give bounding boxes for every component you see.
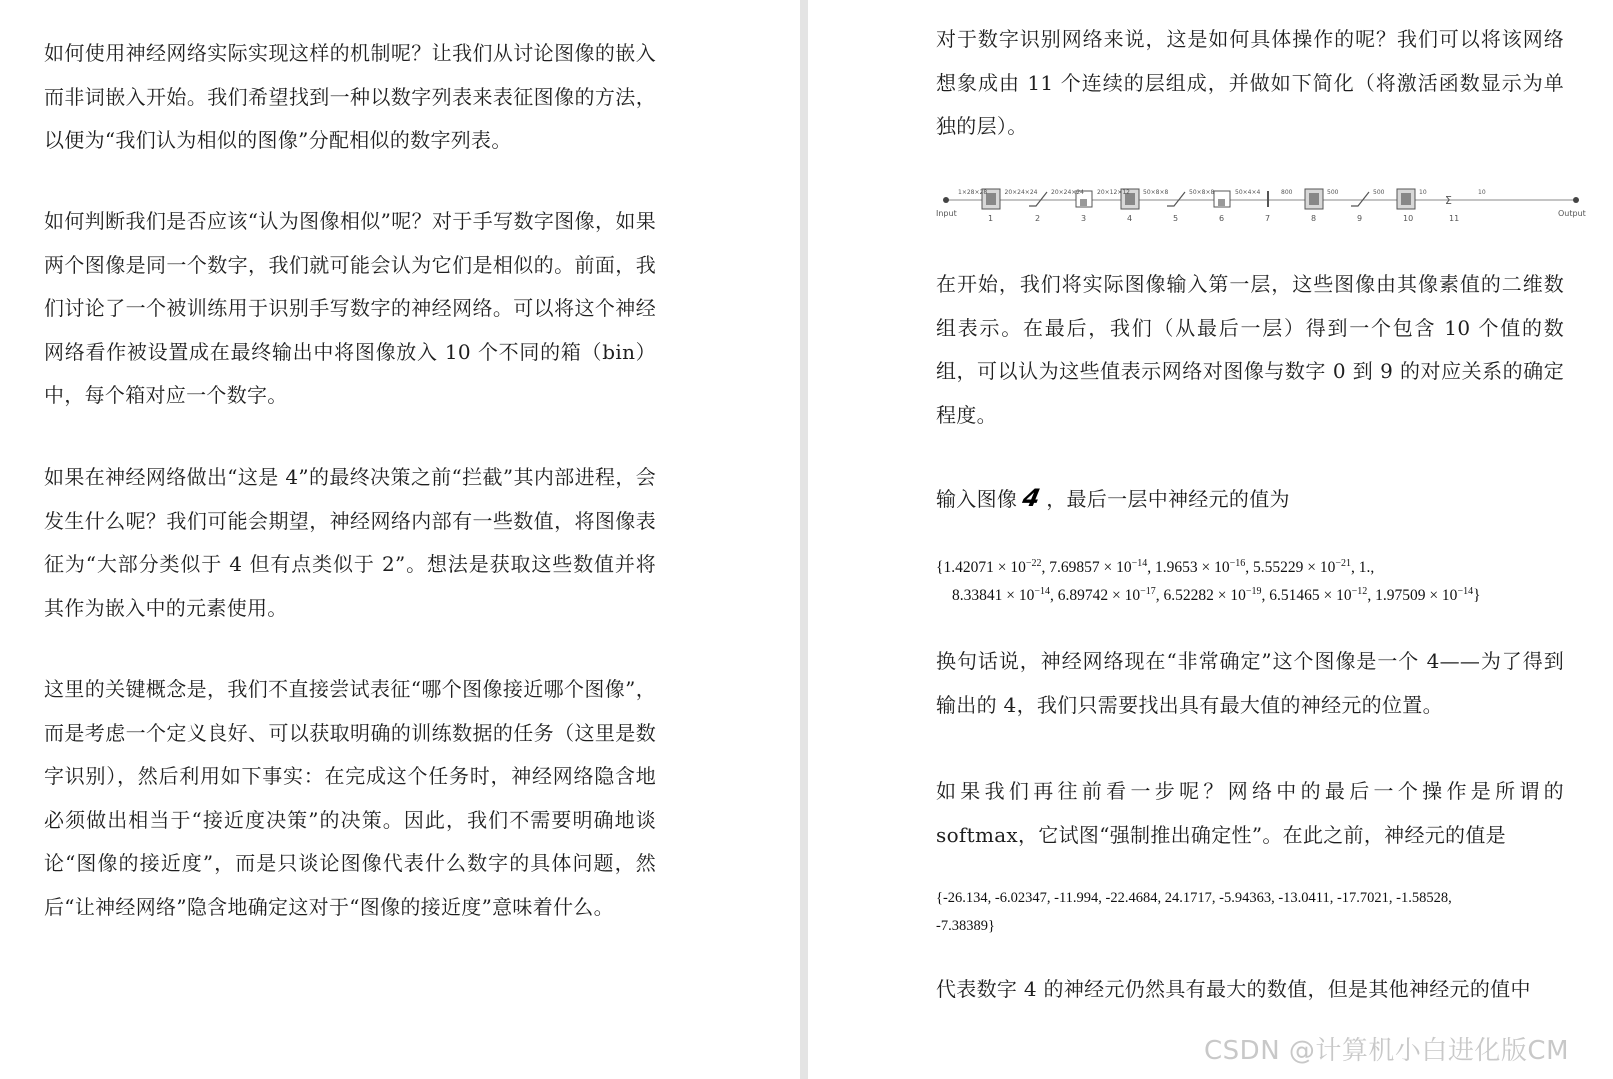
softmax-row-1: {$1.42071 \times 10^{-22}$, $7.69857 \times 10^{-14}$, $1.9653 \times 10^{-16}$, $5.55229 \times 10^{-21}$, 1., xyxy=(936,557,1375,576)
layer-number-2: 2 xyxy=(1035,214,1041,223)
softmax-value: $6.51465 \times 10^{-12}$ xyxy=(1269,585,1368,604)
softmax-value: $6.52282 \times 10^{-19}$ xyxy=(1163,585,1262,604)
activation-glyph-5 xyxy=(1167,192,1185,206)
softmax-value: $1.9653 \times 10^{-16}$ xyxy=(1154,557,1246,576)
softmax-value: $1.97509 \times 10^{-14}$ xyxy=(1375,585,1474,604)
right-page xyxy=(808,0,1613,1079)
dimension-label-10: 500 xyxy=(1373,189,1385,196)
softmax-glyph: Σ xyxy=(1445,194,1452,207)
dimension-label-3: 20×24×24 xyxy=(1051,189,1084,196)
layer-number-11: 11 xyxy=(1449,214,1460,223)
layer-number-8: 8 xyxy=(1311,214,1317,223)
softmax-value: $7.69857 \times 10^{-14}$ xyxy=(1049,557,1148,576)
pre-softmax-line-1: {-26.134, -6.02347, -11.994, -22.4684, 24.1717, -5.94363, -13.0411, -17.7021, -1.58528, xyxy=(936,890,1452,906)
right-paragraph-4: 换句话说，神经网络现在“非常确定”这个图像是一个 4——为了得到输出的 4，我们只需要找出具有最大值的神经元的位置。 xyxy=(936,649,1564,717)
dimension-label-5: 50×8×8 xyxy=(1143,189,1169,196)
left-paragraph-4: 这里的关键概念是，我们不直接尝试表征“哪个图像接近哪个图像”，而是考虑一个定义良好、可以获取明确的训练数据的任务（这里是数字识别），然后利用如下事实：在完成这个任务时，神经网络隐含地必须做出相当于“接近度决策”的决策。因此，我们不需要明确地谈论“图像的接近度”，而是只谈论图像代表什么数字的具体问题，然后“让神经网络”隐含地确定这对于“图像的接近度”意味着什么。 xyxy=(44,677,656,919)
network-layer-diagram xyxy=(936,180,1586,236)
dimension-label-1: 1×28×28 xyxy=(958,189,988,196)
layer-number-1: 1 xyxy=(988,214,994,223)
dimension-label-4: 20×12×12 xyxy=(1097,189,1130,196)
layer-number-6: 6 xyxy=(1219,214,1225,223)
right-paragraph-2: 在开始，我们将实际图像输入第一层，这些图像由其像素值的二维数组表示。在最后，我们（从最后一层）得到一个包含 10 个值的数组，可以认为这些值表示网络对图像与数字 0 到 9 的对应关系的确定程度。 xyxy=(936,272,1564,427)
right-paragraph-1: 对于数字识别网络来说，这是如何具体操作的呢？我们可以将该网络想象成由 11 个连续的层组成，并做如下简化（将激活函数显示为单独的层）。 xyxy=(936,27,1564,138)
dimension-label-9: 500 xyxy=(1327,189,1339,196)
right-paragraph-6: 代表数字 4 的神经元仍然具有最大的数值，但是其他神经元的值中 xyxy=(936,977,1531,1001)
softmax-value: $5.55229 \times 10^{-21}$ xyxy=(1253,557,1352,576)
softmax-row-2: $8.33841 \times 10^{-14}$, $6.89742 \times 10^{-17}$, $6.52282 \times 10^{-19}$, $6.51465 \times 10^{-12}$, $1.97509 \times 10^{-14}$} xyxy=(952,585,1481,604)
layer-glyph-1 xyxy=(986,193,996,205)
dimension-label-6: 50×8×8 xyxy=(1189,189,1215,196)
layer-number-3: 3 xyxy=(1081,214,1087,223)
softmax-output-values xyxy=(936,554,1586,610)
right-paragraph-3 xyxy=(936,478,1564,522)
pool-glyph-6 xyxy=(1218,199,1225,206)
activation-glyph-9 xyxy=(1351,192,1369,206)
softmax-value: 1. xyxy=(1358,559,1371,576)
layer-number-7: 7 xyxy=(1265,214,1271,223)
layer-glyph-8 xyxy=(1309,193,1319,205)
pool-glyph-3 xyxy=(1080,199,1087,206)
layer-number-9: 9 xyxy=(1357,214,1363,223)
pre-softmax-values xyxy=(936,884,1586,940)
right-paragraph-5: 如果我们再往前看一步呢？网络中的最后一个操作是所谓的 softmax，它试图“强制推出确定性”。在此之前，神经元的值是 xyxy=(936,779,1564,847)
dimension-label-7: 50×4×4 xyxy=(1235,189,1261,196)
output-label: Output xyxy=(1558,209,1586,218)
page-gutter xyxy=(800,0,808,1079)
p3-prefix: 输入图像 xyxy=(936,487,1018,511)
dimension-label-12: 10 xyxy=(1478,189,1486,196)
handwritten-digit-image: 4 xyxy=(1020,484,1044,512)
input-label: Input xyxy=(936,209,957,218)
softmax-value: $8.33841 \times 10^{-14}$ xyxy=(952,585,1051,604)
softmax-value: $6.89742 \times 10^{-17}$ xyxy=(1057,585,1156,604)
output-node xyxy=(1573,197,1579,203)
left-paragraph-2: 如何判断我们是否应该“认为图像相似”呢？对于手写数字图像，如果两个图像是同一个数字，我们就可能会认为它们是相似的。前面，我们讨论了一个被训练用于识别手写数字的神经网络。可以将这个神经网络看作被设置成在最终输出中将图像放入 10 个不同的箱（bin）中，每个箱对应一个数字。 xyxy=(44,209,656,407)
layer-number-10: 10 xyxy=(1403,214,1414,223)
left-paragraph-3: 如果在神经网络做出“这是 4”的最终决策之前“拦截”其内部进程，会发生什么呢？我们可能会期望，神经网络内部有一些数值，将图像表征为“大部分类似于 4 但有点类似于 2”。想法是获取这些数值并将其作为嵌入中的元素使用。 xyxy=(44,465,656,620)
layer-number-5: 5 xyxy=(1173,214,1179,223)
dimension-label-11: 10 xyxy=(1419,189,1427,196)
layer-glyph-10 xyxy=(1401,193,1411,205)
dimension-label-8: 800 xyxy=(1281,189,1293,196)
layer-number-4: 4 xyxy=(1127,214,1133,223)
pre-softmax-line-2: -7.38389} xyxy=(936,918,995,934)
p3-suffix: ，最后一层中神经元的值为 xyxy=(1046,487,1290,511)
left-paragraph-1: 如何使用神经网络实际实现这样的机制呢？让我们从讨论图像的嵌入而非词嵌入开始。我们希望找到一种以数字列表来表征图像的方法，以便为“我们认为相似的图像”分配相似的数字列表。 xyxy=(44,41,656,152)
csdn-watermark: CSDN @计算机小白进化版CM xyxy=(1204,1036,1569,1066)
dimension-label-2: 20×24×24 xyxy=(1004,189,1038,196)
input-node xyxy=(943,197,949,203)
left-page xyxy=(0,0,800,1079)
softmax-value: $1.42071 \times 10^{-22}$ xyxy=(943,557,1042,576)
